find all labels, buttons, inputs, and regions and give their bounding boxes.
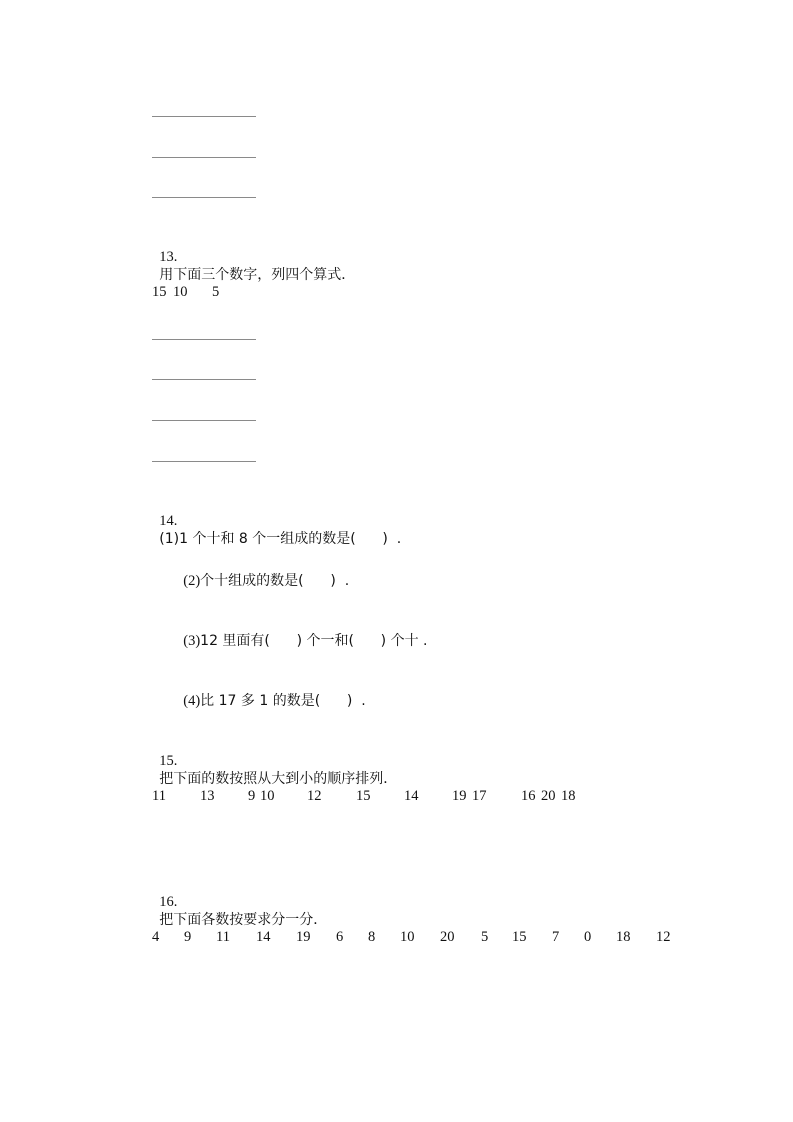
item-text: 个十组成的数是( ) . — [200, 573, 350, 589]
question-number: 13. — [159, 249, 178, 265]
number-item: 8 — [368, 929, 376, 945]
question-14-item-1 — [152, 494, 401, 548]
question-15-heading — [152, 734, 397, 788]
answer-line — [152, 420, 256, 421]
number-item: 12 — [656, 929, 671, 945]
number-item: 20 — [440, 929, 455, 945]
number-item: 19 — [452, 788, 467, 804]
number-item: 17 — [472, 788, 487, 804]
number-item: 11 — [216, 929, 230, 945]
item-label: (3) — [183, 633, 201, 649]
number-item: 11 — [152, 788, 166, 804]
number-item: 20 — [541, 788, 556, 804]
item-text: 12 里面有( ) 个一和( ) 个十 . — [200, 633, 428, 649]
number-item: 10 — [400, 929, 415, 945]
number-item: 9 — [184, 929, 192, 945]
question-16-heading — [152, 875, 327, 929]
question-prompt: 把下面各数按要求分一分． — [159, 912, 328, 928]
number-item: 7 — [552, 929, 560, 945]
number-item: 19 — [296, 929, 311, 945]
number-item: 15 — [512, 929, 527, 945]
number-item: 6 — [336, 929, 344, 945]
number-item: 13 — [200, 788, 215, 804]
number-item: 5 — [481, 929, 489, 945]
item-text: 1 个十和 8 个一组成的数是( ) . — [179, 531, 402, 547]
question-14-item-2 — [176, 554, 349, 590]
number-item: 14 — [404, 788, 419, 804]
answer-line — [152, 157, 256, 158]
question-number: 15. — [159, 753, 178, 769]
question-14-item-4 — [176, 674, 366, 710]
number-item: 5 — [212, 284, 220, 300]
item-label: (4) — [183, 693, 201, 709]
number-item: 15 — [356, 788, 371, 804]
number-item: 15 — [152, 284, 167, 300]
number-item: 14 — [256, 929, 271, 945]
number-item: 0 — [584, 929, 592, 945]
item-label: (1) — [159, 531, 180, 547]
question-prompt: 用下面三个数字，列四个算式． — [159, 267, 356, 283]
answer-line — [152, 339, 256, 340]
question-14-item-3 — [176, 614, 428, 650]
answer-line — [152, 197, 256, 198]
question-number: 16. — [159, 894, 178, 910]
question-13-heading — [152, 230, 355, 284]
question-prompt: 把下面的数按照从大到小的顺序排列． — [159, 771, 398, 787]
question-number: 14. — [159, 513, 178, 529]
number-item: 12 — [307, 788, 322, 804]
number-item: 18 — [561, 788, 576, 804]
answer-line — [152, 461, 256, 462]
item-text: 比 17 多 1 的数是( ) . — [200, 693, 366, 709]
number-item: 4 — [152, 929, 160, 945]
answer-line — [152, 116, 256, 117]
number-item: 9 — [248, 788, 256, 804]
number-item: 16 — [521, 788, 536, 804]
number-item: 10 — [260, 788, 275, 804]
number-item: 18 — [616, 929, 631, 945]
answer-line — [152, 379, 256, 380]
item-label: (2) — [183, 573, 201, 589]
number-item: 10 — [173, 284, 188, 300]
